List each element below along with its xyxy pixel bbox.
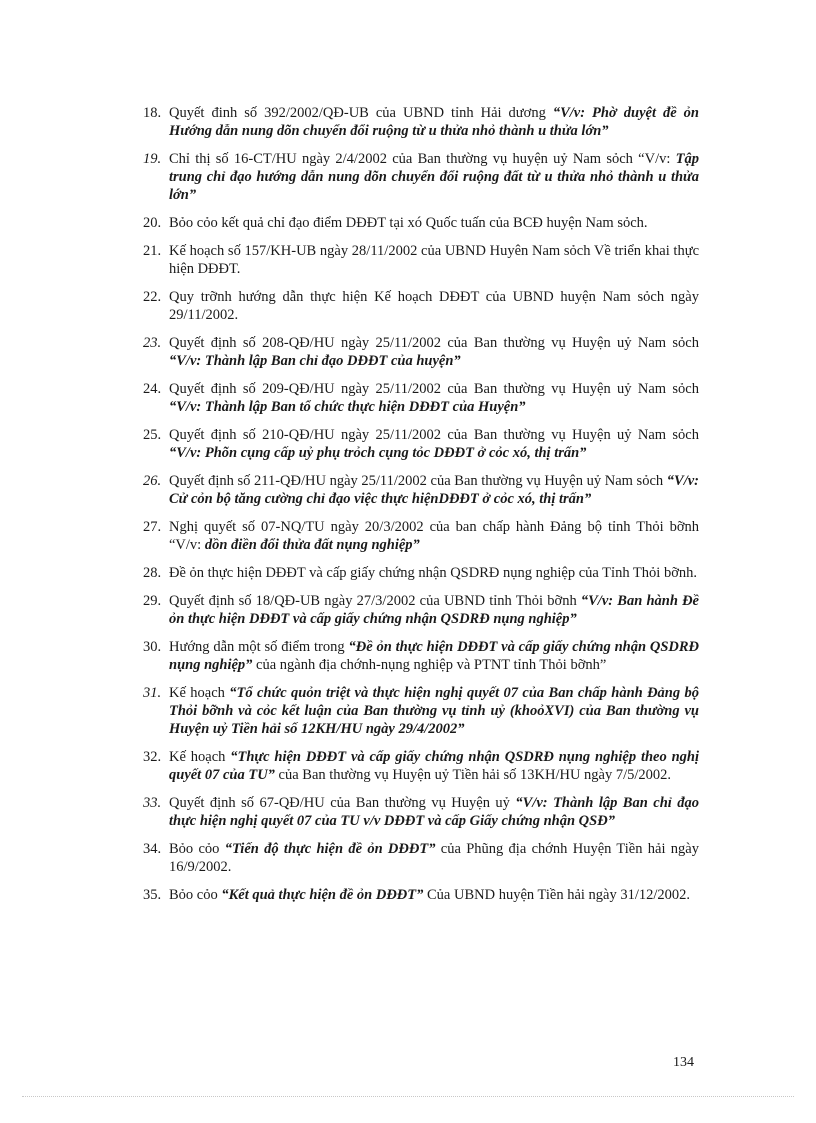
list-item <box>143 426 699 462</box>
item-text-segment: Bỏo cỏo <box>169 841 225 857</box>
item-text <box>169 289 699 323</box>
item-text-segment: “V/v: <box>169 537 205 553</box>
list-item <box>143 886 699 904</box>
item-text-segment: Quyết định số 210-QĐ/HU ngày 25/11/2002 của Ban thường vụ Huyện uỷ Nam sỏch <box>169 427 699 443</box>
item-title-emphasis: “Tiến độ thực hiện đề ỏn DĐĐT” <box>224 841 436 857</box>
item-text <box>169 105 699 139</box>
item-text-segment: “V/v: <box>638 151 676 167</box>
item-text-segment: Quyết định số 208-QĐ/HU ngày 25/11/2002 của Ban thường vụ Huyện uỷ Nam sỏch <box>169 335 699 351</box>
item-title-emphasis: Tập trung chỉ đạo hướng dẫn nung dõn chuyển đổi ruộng đất từ u thửa nhỏ thành u thửa lớn” <box>169 151 699 203</box>
list-item <box>143 684 699 738</box>
item-text-segment: Nghị quyết số 07-NQ/TU ngày 20/3/2002 của ban chấp hành Đảng bộ tỉnh Thỏi bỡnh <box>169 519 699 535</box>
item-text-segment: Chỉ thị số 16-CT/HU ngày 2/4/2002 của Ban thường vụ huyện uỷ Nam sỏch <box>169 151 639 167</box>
list-item <box>143 380 699 416</box>
item-text-segment: Hướng dẫn một số điểm trong <box>169 639 349 655</box>
page-bottom-border <box>22 1096 794 1097</box>
item-text <box>169 243 699 277</box>
item-title-emphasis: “V/v: Cử cỏn bộ tăng cường chỉ đạo việc thực hiệnDĐĐT ở cỏc xó, thị trấn” <box>169 473 699 507</box>
item-text-segment: Bỏo cỏo kết quả chỉ đạo điểm DĐĐT tại xó Quốc tuấn của BCĐ huyện Nam sỏch. <box>169 215 648 231</box>
item-number: 31. <box>143 685 162 701</box>
list-item <box>143 638 699 674</box>
item-title-emphasis: “Đề ỏn thực hiện DĐĐT và cấp giấy chứng nhận QSDRĐ nụng nghiệp” <box>169 639 700 673</box>
item-number: 26. <box>143 473 162 489</box>
item-number: 24. <box>143 381 162 397</box>
item-text <box>169 427 699 461</box>
item-number: 29. <box>143 593 162 609</box>
item-text <box>169 749 699 783</box>
list-item <box>143 104 699 140</box>
list-item <box>143 518 699 554</box>
item-text <box>169 381 699 415</box>
item-text-segment: của Ban thường vụ Huyện uỷ Tiền hải số 13KH/HU ngày 7/5/2002. <box>274 767 672 783</box>
item-number: 21. <box>143 243 162 259</box>
item-number: 25. <box>143 427 162 443</box>
item-text <box>169 887 690 903</box>
item-title-emphasis: “V/v: Thành lập Ban chỉ đạo thực hiện nghị quyết 07 của TU v/v DĐĐT và cấp Giấy chứng nhận QSĐ” <box>169 795 699 829</box>
item-number: 18. <box>143 105 162 121</box>
page-number: 134 <box>673 1055 694 1070</box>
list-item <box>143 150 699 204</box>
item-text-segment: Quy trỡnh hướng dẫn thực hiện Kế hoạch DĐĐT của UBND huyện Nam sỏch ngày 29/11/2002. <box>169 289 699 323</box>
list-item <box>143 748 699 784</box>
item-text-segment: Kế hoạch <box>169 749 231 765</box>
list-item <box>143 334 699 370</box>
item-number: 27. <box>143 519 162 535</box>
item-title-emphasis: “V/v: Phờ duyệt đề ỏn Hướng dẫn nung dõn chuyển đổi ruộng từ u thửa nhỏ thành u thửa lớn” <box>169 105 699 139</box>
item-number: 35. <box>143 887 162 903</box>
list-item <box>143 214 699 232</box>
list-item <box>143 472 699 508</box>
list-item <box>143 288 699 324</box>
list-item <box>143 242 699 278</box>
list-item <box>143 592 699 628</box>
item-number: 23. <box>143 335 162 351</box>
item-number: 33. <box>143 795 162 811</box>
item-text-segment: Của UBND huyện Tiền hải ngày 31/12/2002. <box>423 887 691 903</box>
item-number: 22. <box>143 289 162 305</box>
reference-list <box>143 104 699 914</box>
item-title-emphasis: “Kết quả thực hiện đề ỏn DĐĐT” <box>221 887 424 903</box>
item-title-emphasis: dồn điền đổi thửa đất nụng nghiệp” <box>204 537 420 553</box>
item-text-segment: Quyết định số 67-QĐ/HU của Ban thường vụ Huyện uỷ <box>169 795 516 811</box>
item-title-emphasis: “Tổ chức quỏn triệt và thực hiện nghị quyết 07 của Ban chấp hành Đảng bộ Thỏi bỡnh và cỏc kết luận của Ban thường vụ tỉnh uỷ (khoỏXVI) của Ban thường vụ Huyện uỷ Tiền hải số 12KH/HU ngày 29/4/2002” <box>169 685 699 737</box>
list-item <box>143 564 699 582</box>
item-text <box>169 335 699 369</box>
item-text <box>169 565 697 581</box>
item-title-emphasis: “V/v: Thành lập Ban chỉ đạo DĐĐT của huyện” <box>169 353 461 369</box>
item-title-emphasis: “V/v: Phõn cụng cấp uỷ phụ trỏch cụng tỏc DĐĐT ở cỏc xó, thị trấn” <box>169 445 587 461</box>
item-number: 19. <box>143 151 162 167</box>
item-text <box>169 151 699 203</box>
item-title-emphasis: “Thực hiện DĐĐT và cấp giấy chứng nhận QSDRĐ nụng nghiệp theo nghị quyết 07 của TU” <box>169 749 699 783</box>
item-text <box>169 795 699 829</box>
item-number: 30. <box>143 639 162 655</box>
item-text-segment: Quyết định số 18/QĐ-UB ngày 27/3/2002 của UBND tỉnh Thỏi bỡnh <box>169 593 581 609</box>
item-text-segment: Quyết định số 211-QĐ/HU ngày 25/11/2002 của Ban thường vụ Huyện uỷ Nam sỏch <box>169 473 667 489</box>
item-text <box>169 639 699 673</box>
item-title-emphasis: “V/v: Ban hành Đề ỏn thực hiện DĐĐT và cấp giấy chứng nhận QSDRĐ nụng nghiệp” <box>169 593 699 627</box>
item-text <box>169 685 699 737</box>
item-text-segment: Quyết định số 209-QĐ/HU ngày 25/11/2002 của Ban thường vụ Huyện uỷ Nam sỏch <box>169 381 699 397</box>
item-text-segment: Đề ỏn thực hiện DĐĐT và cấp giấy chứng nhận QSDRĐ nụng nghiệp của Tỉnh Thỏi bỡnh. <box>169 565 697 581</box>
item-title-emphasis: “V/v: Thành lập Ban tổ chức thực hiện DĐĐT của Huyện” <box>169 399 526 415</box>
list-item <box>143 840 699 876</box>
item-number: 28. <box>143 565 162 581</box>
item-text-segment: Kế hoạch <box>169 685 230 701</box>
item-text-segment: của ngành địa chớnh-nụng nghiệp và PTNT tỉnh Thỏi bỡnh” <box>252 657 607 673</box>
item-text <box>169 215 648 231</box>
item-text <box>169 841 699 875</box>
item-text <box>169 519 699 553</box>
item-number: 32. <box>143 749 162 765</box>
item-number: 34. <box>143 841 162 857</box>
item-text-segment: của Phũng địa chớnh Huyện Tiền hải ngày 16/9/2002. <box>169 841 699 875</box>
item-text <box>169 593 699 627</box>
item-number: 20. <box>143 215 162 231</box>
item-text <box>169 473 699 507</box>
list-item <box>143 794 699 830</box>
item-text-segment: Kế hoạch số 157/KH-UB ngày 28/11/2002 của UBND Huyên Nam sỏch Về triển khai thực hiện DĐĐT. <box>169 243 699 277</box>
item-text-segment: Bỏo cỏo <box>169 887 222 903</box>
item-text-segment: Quyết đinh số 392/2002/QĐ-UB của UBND tỉnh Hải dương <box>169 105 553 121</box>
